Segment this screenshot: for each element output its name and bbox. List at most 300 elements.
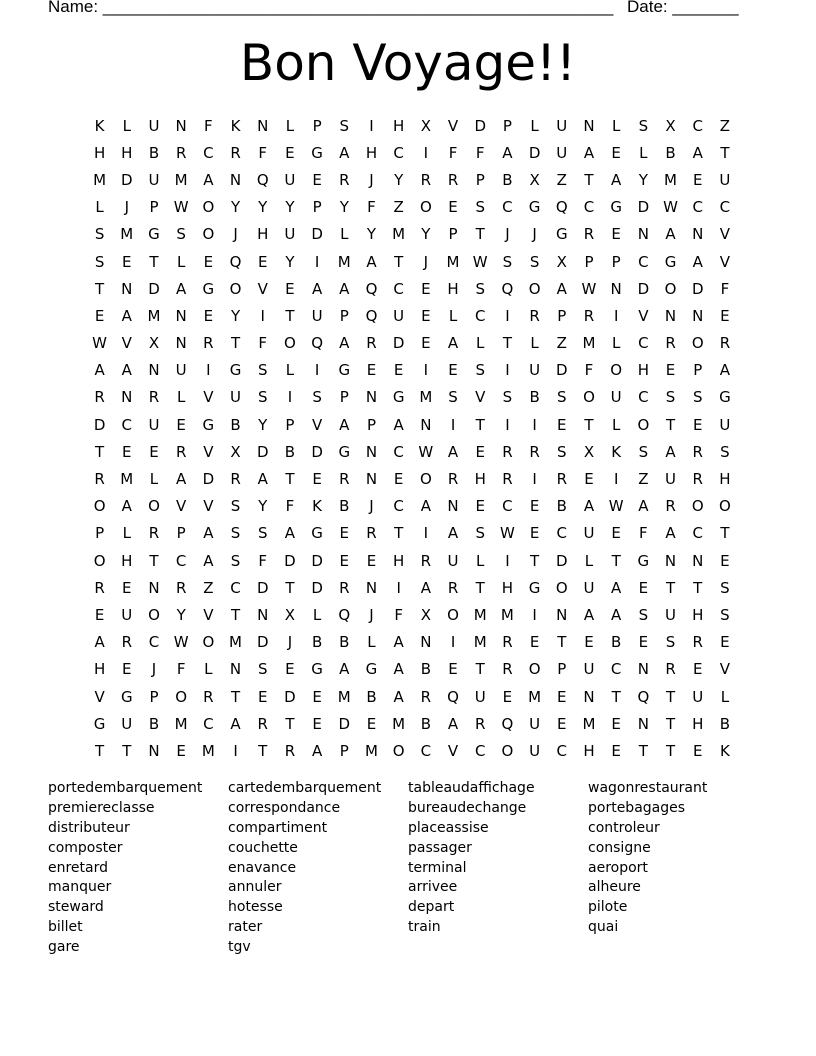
grid-letter: N [664,306,677,325]
grid-letter: M [120,470,134,489]
grid-letter: R [94,470,105,489]
grid-letter: R [420,170,432,189]
grid-letter: G [148,225,160,244]
grid-letter: S [230,551,241,570]
grid-letter: R [692,442,703,461]
grid-letter: C [638,334,649,353]
grid-letter: M [500,605,514,624]
grid-letter: T [584,170,594,189]
grid-row [86,357,739,384]
grid-letter: E [339,551,350,570]
word-item: train [408,919,441,936]
grid-letter: M [364,741,378,760]
grid-letter: M [528,687,542,706]
grid-letter: A [339,334,350,353]
grid-letter: B [719,714,731,733]
grid-letter: E [285,660,295,679]
grid-letter: E [584,470,594,489]
grid-letter: G [338,361,351,380]
grid-letter: E [448,361,458,380]
grid-letter: S [94,252,105,271]
grid-letter: R [502,470,513,489]
word-item: annuler [228,879,282,896]
grid-letter: O [202,225,215,244]
grid-letter: V [121,334,132,353]
grid-letter: S [475,279,485,298]
grid-letter: U [474,687,486,706]
grid-letter: P [149,687,159,706]
grid-letter: V [447,116,459,135]
grid-letter: V [447,741,459,760]
grid-letter: T [149,252,159,271]
grid-letter: T [475,660,485,679]
grid-letter: P [285,415,295,434]
grid-letter: A [393,660,404,679]
grid-letter: S [230,497,241,516]
grid-letter: O [202,198,215,217]
grid-letter: H [583,741,595,760]
grid-letter: D [556,551,568,570]
grid-letter: F [285,497,295,516]
grid-letter: L [204,660,213,679]
grid-letter: Y [339,198,349,217]
grid-letter: P [693,361,703,380]
grid-letter: T [611,687,621,706]
grid-letter: D [556,361,568,380]
word-item: gare [48,939,80,956]
grid-letter: C [474,741,486,760]
grid-letter: P [312,198,322,217]
grid-letter: T [285,578,295,597]
grid-letter: K [230,116,241,135]
grid-letter: O [691,334,704,353]
grid-letter: R [665,660,676,679]
grid-letter: A [339,279,350,298]
grid-letter: S [475,524,485,543]
grid-letter: Y [394,170,404,189]
grid-letter: E [529,497,540,516]
grid-letter: A [611,170,622,189]
grid-letter: M [419,388,433,407]
grid-letter: U [284,225,296,244]
grid-letter: I [532,415,537,434]
grid-letter: R [148,524,160,543]
grid-letter: C [692,524,703,543]
grid-letter: D [311,578,323,597]
grid-letter: D [256,633,269,652]
grid-letter: S [475,361,485,380]
grid-letter: X [583,442,595,461]
grid-letter: O [528,279,541,298]
grid-letter: T [475,225,485,244]
grid-letter: D [148,279,160,298]
grid-letter: T [557,633,567,652]
grid-letter: U [556,143,568,162]
grid-letter: C [393,279,404,298]
grid-letter: I [206,361,211,380]
grid-letter: E [257,252,268,271]
grid-letter: Y [230,198,241,217]
grid-letter: N [692,225,704,244]
grid-letter: N [121,279,133,298]
grid-letter: T [475,415,485,434]
grid-letter: G [338,442,351,461]
grid-letter: I [505,551,510,570]
grid-letter: O [637,415,650,434]
grid-letter: E [366,361,377,380]
grid-letter: A [502,143,513,162]
grid-letter: A [665,442,676,461]
header [48,0,748,17]
grid-letter: W [173,633,189,652]
grid-letter: E [720,306,730,325]
grid-letter: R [502,442,513,461]
word-item: portedembarquement [48,780,203,796]
grid-letter: F [367,198,376,217]
grid-letter: N [257,116,269,135]
grid-letter: S [230,524,241,543]
grid-letter: R [175,143,187,162]
grid-letter: A [203,551,214,570]
grid-letter: I [423,143,429,162]
grid-letter: A [203,524,214,543]
word-item: depart [408,899,455,916]
grid-letter: E [203,306,214,325]
grid-letter: I [613,306,619,325]
grid-letter: S [557,442,567,461]
grid-letter: N [175,334,187,353]
grid-letter: Z [556,170,567,189]
word-item: arrivee [408,879,458,896]
grid-letter: S [176,225,186,244]
grid-letter: W [608,497,624,516]
grid-letter: N [365,388,378,407]
word-item: correspondance [228,799,341,816]
grid-letter: K [611,442,622,461]
grid-letter: N [148,741,160,760]
grid-letter: E [638,578,649,597]
grid-letter: R [230,143,241,162]
grid-letter: H [121,143,133,162]
grid-letter: E [393,470,404,489]
grid-letter: U [665,605,677,624]
grid-letter: N [583,116,595,135]
grid-letter: U [148,170,160,189]
grid-row [86,601,739,628]
grid-letter: H [692,605,704,624]
grid-letter: E [638,633,649,652]
grid-letter: B [556,497,567,516]
grid-letter: A [203,170,214,189]
grid-letter: V [475,388,486,407]
grid-letter: S [638,116,649,135]
grid-letter: U [583,578,595,597]
word-item: tgv [228,939,251,956]
grid-letter: A [611,605,622,624]
grid-letter: B [339,633,350,652]
grid-letter: T [122,741,132,760]
grid-letter: E [421,306,431,325]
grid-letter: D [121,170,133,189]
grid-letter: S [720,578,730,597]
grid-letter: O [583,388,595,407]
grid-letter: R [692,470,703,489]
grid-letter: L [285,361,295,380]
grid-letter: S [665,388,676,407]
grid-letter: C [583,198,595,217]
grid-letter: A [665,524,676,543]
grid-letter: U [148,415,160,434]
grid-letter: R [175,442,187,461]
grid-letter: Z [556,334,567,353]
grid-letter: L [367,633,376,652]
grid-letter: S [720,605,730,624]
grid-letter: Y [176,605,186,624]
grid-letter: A [638,497,649,516]
grid-letter: D [202,470,215,489]
grid-letter: R [420,687,432,706]
grid-letter: S [339,116,350,135]
grid-letter: U [719,170,731,189]
grid-letter: T [95,741,105,760]
grid-letter: U [121,605,133,624]
grid-row [86,221,739,248]
grid-letter: Q [555,198,568,217]
grid-letter: S [502,252,513,271]
grid-letter: L [720,687,730,706]
grid-letter: Y [421,225,431,244]
grid-letter: B [148,714,160,733]
grid-letter: O [555,578,568,597]
grid-letter: H [393,551,405,570]
grid-letter: E [692,415,703,434]
grid-letter: E [94,306,105,325]
grid-letter: M [446,252,460,271]
grid-letter: O [419,470,432,489]
grid-letter: G [528,198,541,217]
grid-letter: Y [258,198,268,217]
grid-letter: S [257,524,268,543]
grid-letter: E [611,524,621,543]
grid-letter: G [555,225,568,244]
word-item: steward [48,899,104,916]
grid-letter: S [257,388,268,407]
grid-letter: T [285,714,295,733]
grid-letter: M [201,741,215,760]
grid-letter: Q [365,306,378,325]
grid-letter: E [122,660,132,679]
grid-letter: T [665,714,676,733]
grid-letter: Z [719,116,731,135]
grid-letter: S [257,361,268,380]
grid-letter: P [475,170,485,189]
grid-letter: J [532,225,537,244]
grid-letter: F [258,334,268,353]
grid-letter: E [94,605,105,624]
grid-letter: C [556,741,568,760]
grid-letter: E [366,551,377,570]
grid-letter: R [339,470,350,489]
grid-letter: N [556,605,568,624]
grid-letter: R [94,388,105,407]
grid-letter: A [176,279,187,298]
grid-letter: D [311,225,323,244]
grid-letter: R [420,551,432,570]
grid-letter: X [284,605,296,624]
grid-letter: X [230,442,241,461]
grid-letter: O [719,497,731,516]
grid-letter: G [610,198,622,217]
grid-letter: D [256,578,269,597]
grid-letter: E [529,633,540,652]
grid-letter: I [260,306,265,325]
grid-letter: E [421,334,431,353]
word-item: enretard [48,859,109,876]
grid-letter: P [95,524,105,543]
grid-letter: U [529,361,541,380]
grid-letter: R [339,578,350,597]
grid-letter: R [475,714,486,733]
grid-letter: A [311,741,323,760]
grid-letter: D [284,551,296,570]
grid-letter: N [365,578,378,597]
word-item: distributeur [48,819,130,836]
grid-letter: N [637,660,649,679]
grid-letter: H [257,225,269,244]
grid-row [86,547,739,574]
grid-letter: A [230,714,241,733]
word-item: manquer [48,879,112,896]
grid-letter: A [447,524,459,543]
grid-letter: A [121,361,132,380]
grid-letter: Y [258,415,268,434]
grid-letter: U [583,660,595,679]
grid-letter: E [312,170,322,189]
grid-letter: E [557,687,567,706]
grid-letter: U [610,388,622,407]
grid-letter: R [94,578,105,597]
grid-letter: E [393,361,404,380]
grid-letter: N [365,442,378,461]
date-field-label: Date: _______ [627,0,739,16]
grid-letter: V [94,687,105,706]
grid-letter: R [175,578,187,597]
grid-letter: C [175,551,187,570]
grid-letter: O [691,497,704,516]
grid-letter: D [637,279,650,298]
grid-letter: L [149,470,159,489]
grid-letter: E [557,714,567,733]
grid-letter: I [287,388,293,407]
grid-row [86,493,739,520]
grid-letter: B [529,388,540,407]
grid-letter: X [529,170,540,189]
grid-letter: T [230,605,241,624]
grid-row [86,248,739,275]
word-item: compartiment [228,819,328,836]
grid-letter: A [583,497,595,516]
grid-row [86,112,739,139]
grid-letter: Y [285,252,295,271]
grid-letter: E [176,415,186,434]
grid-letter: N [229,170,242,189]
grid-letter: T [665,415,676,434]
word-item: placeassise [408,819,489,836]
word-item: controleur [588,819,660,836]
grid-letter: F [720,279,730,298]
grid-letter: A [121,306,132,325]
grid-letter: K [312,497,323,516]
grid-letter: U [719,415,731,434]
grid-letter: R [447,578,459,597]
grid-letter: G [719,388,731,407]
grid-letter: M [337,687,351,706]
grid-letter: M [174,170,188,189]
grid-letter: R [284,741,296,760]
grid-letter: I [314,252,320,271]
grid-letter: P [557,306,567,325]
grid-letter: B [420,660,431,679]
grid-letter: P [312,116,322,135]
grid-letter: R [665,497,676,516]
grid-letter: E [448,198,458,217]
grid-row [86,465,739,492]
grid-letter: M [392,714,406,733]
grid-letter: A [583,143,595,162]
grid-letter: J [233,225,238,244]
grid-letter: Q [501,714,514,733]
grid-letter: R [339,170,350,189]
grid-letter: M [174,714,188,733]
grid-letter: E [122,252,132,271]
grid-letter: E [285,279,295,298]
grid-letter: M [473,633,487,652]
grid-letter: S [557,388,567,407]
grid-letter: E [312,687,322,706]
grid-letter: F [394,605,403,624]
grid-row [86,520,739,547]
grid-letter: E [176,741,186,760]
grid-row [86,683,739,710]
grid-letter: K [94,116,105,135]
grid-letter: A [611,578,622,597]
grid-row [86,411,739,438]
grid-letter: L [122,116,131,135]
grid-letter: O [284,334,296,353]
grid-letter: T [665,578,676,597]
letter-grid [86,112,739,765]
grid-letter: R [203,687,214,706]
grid-letter: E [285,143,295,162]
grid-letter: I [505,306,510,325]
grid-letter: C [610,660,622,679]
grid-letter: N [229,660,242,679]
grid-letter: X [420,116,431,135]
grid-letter: R [148,388,160,407]
grid-letter: A [556,279,567,298]
grid-row [86,194,739,221]
grid-letter: L [95,198,104,217]
grid-letter: N [637,225,649,244]
grid-letter: L [285,116,295,135]
grid-letter: G [229,361,242,380]
grid-letter: S [665,633,676,652]
grid-letter: S [448,388,458,407]
grid-letter: H [365,143,378,162]
grid-letter: C [502,198,513,217]
grid-letter: H [637,361,649,380]
grid-letter: U [692,687,704,706]
